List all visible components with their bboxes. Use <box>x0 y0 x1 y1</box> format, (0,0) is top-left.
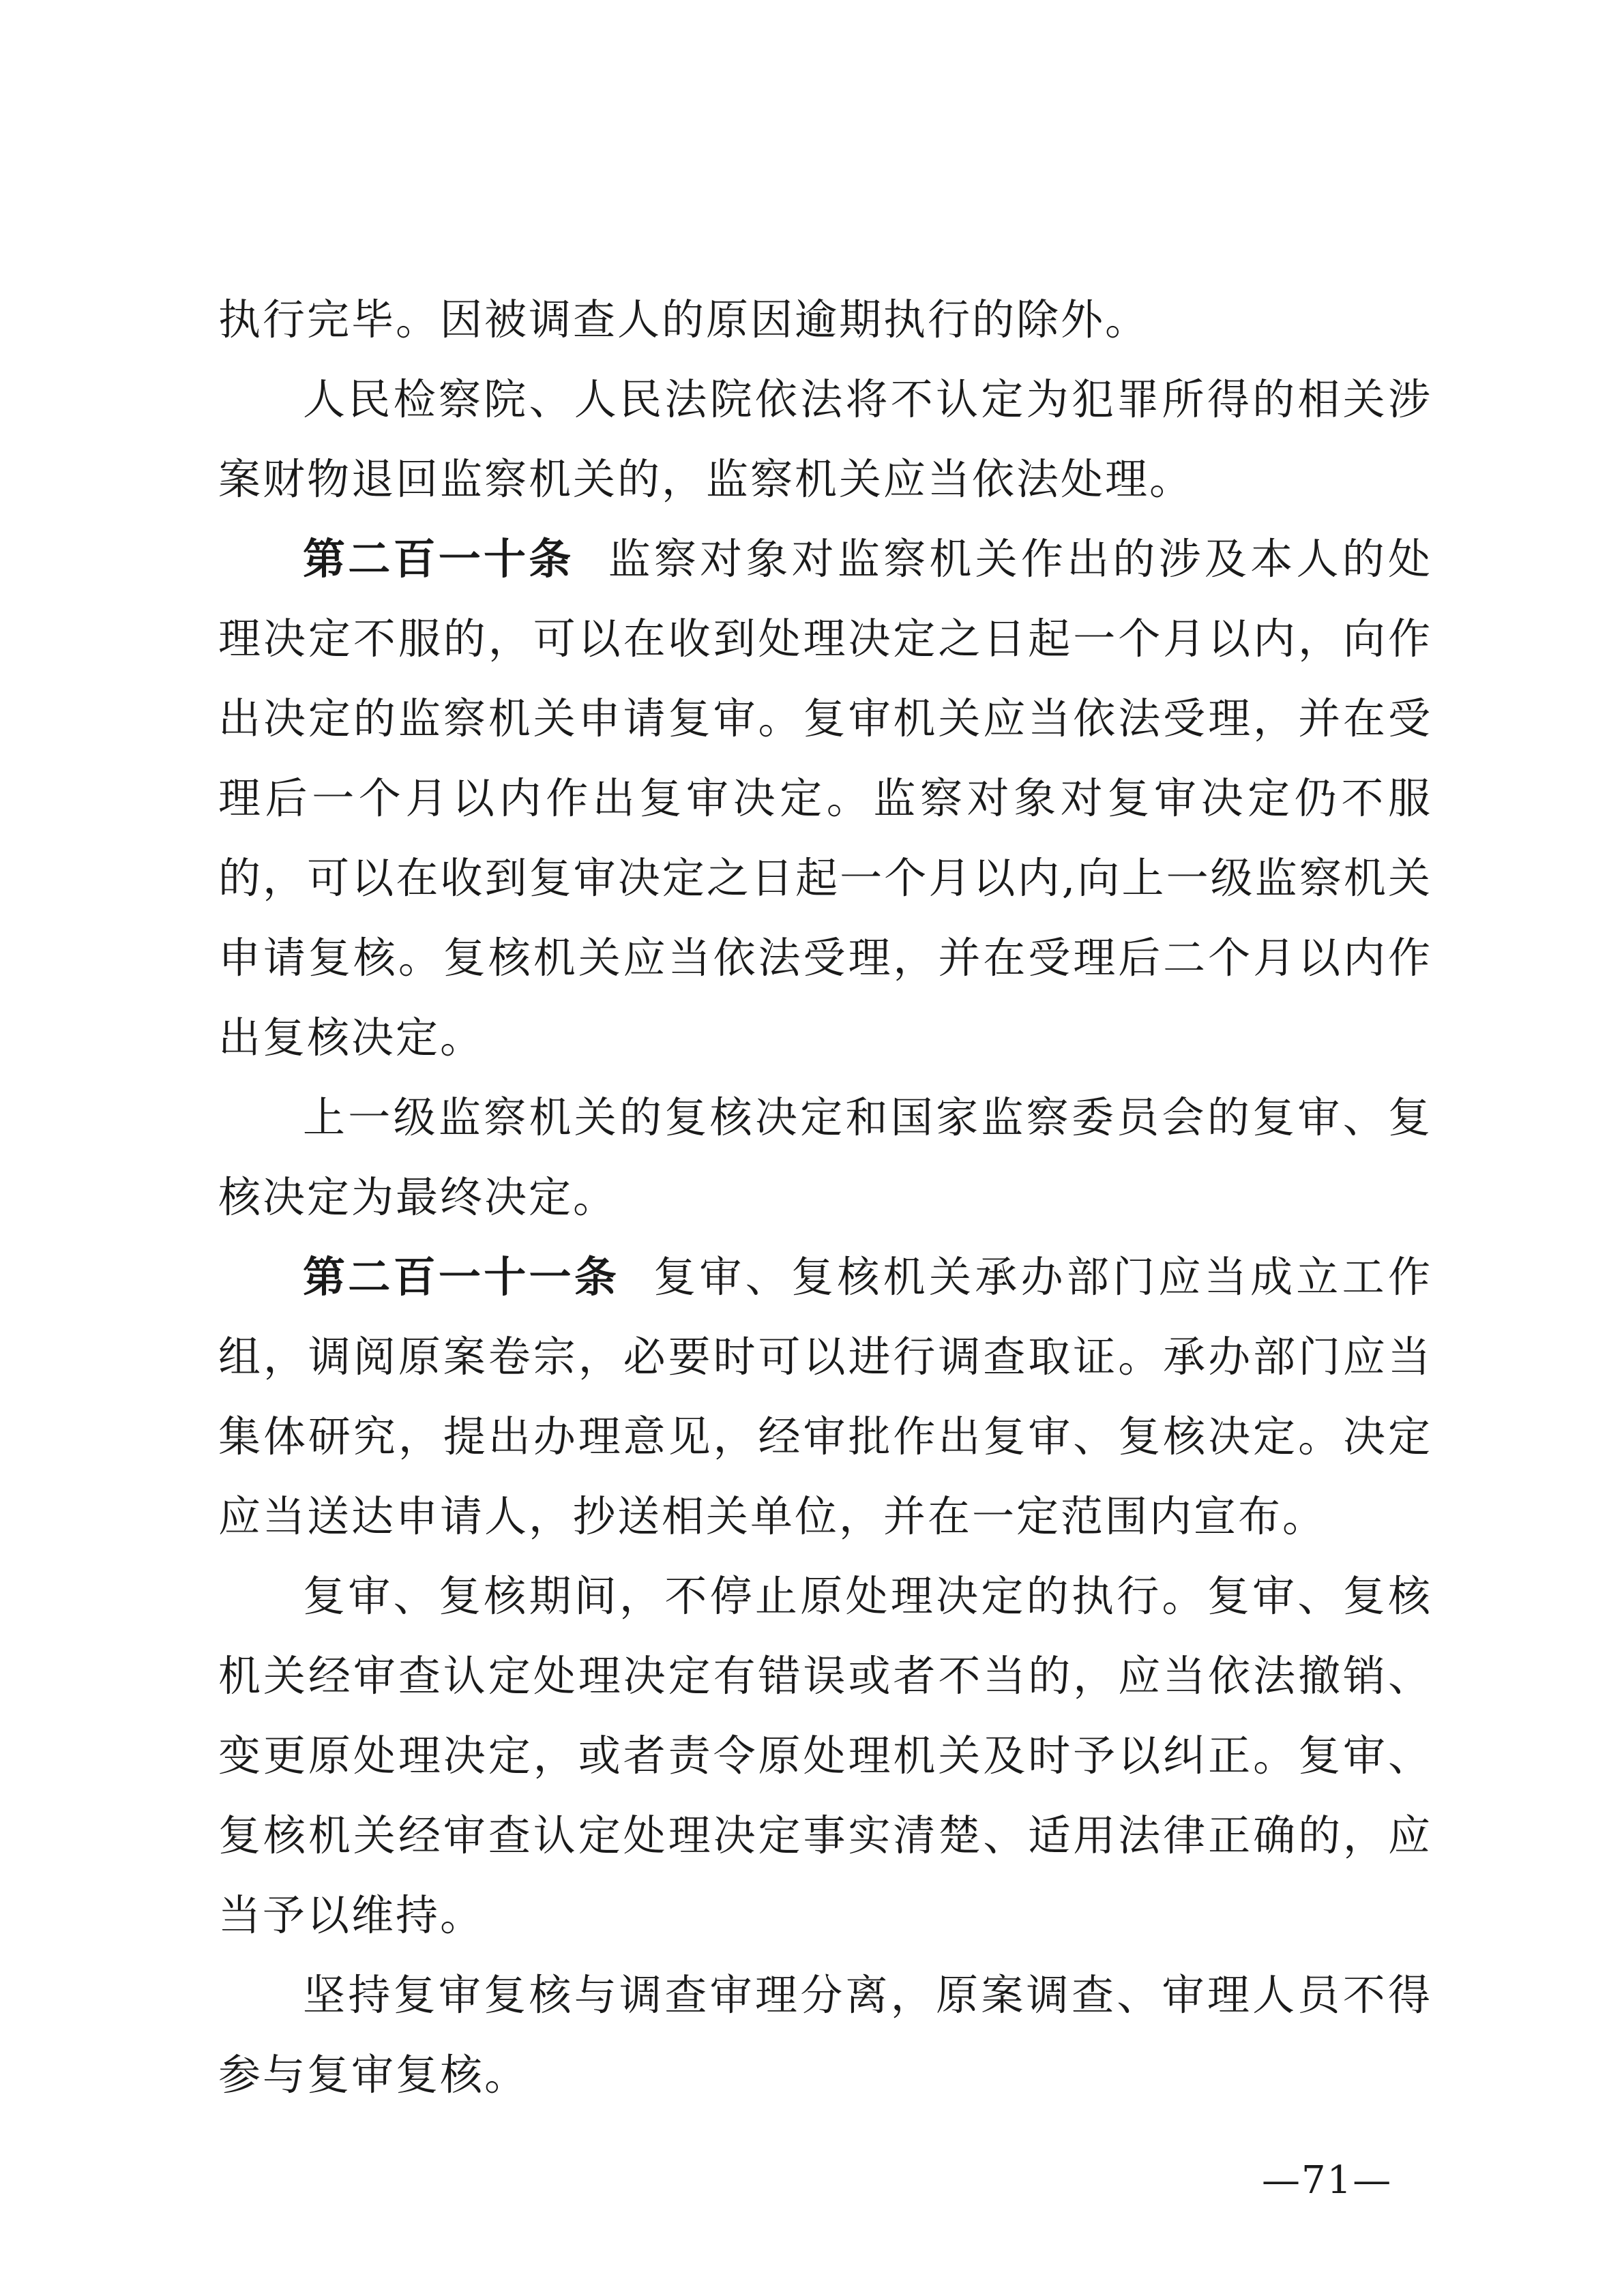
paragraph-7 <box>218 1955 1432 2115</box>
article-210 <box>218 519 1432 1077</box>
article-211 <box>218 1237 1432 1556</box>
document-body <box>218 280 1432 2115</box>
paragraph-4-text: 上一级监察机关的复核决定和国家监察委员会的复审、复核决定为最终决定。 <box>218 1092 1432 1222</box>
article-210-text: 监察对象对监察机关作出的涉及本人的处理决定不服的，可以在收到处理决定之日起一个月以内，向作出决定的监察机关申请复审。复审机关应当依法受理，并在受理后一个月以内作出复审决定。监察对象对复审决定仍不服的，可以在收到复审决定之日起一个月以内,向上一级监察机关申请复核。复核机关应当依法受理，并在受理后二个月以内作出复核决定。 <box>218 534 1432 1062</box>
page-number: —71— <box>1262 2158 1393 2203</box>
paragraph-1-text: 执行完毕。因被调查人的原因逾期执行的除外。 <box>218 295 1150 344</box>
paragraph-1 <box>218 280 1432 359</box>
paragraph-4 <box>218 1077 1432 1237</box>
article-211-heading: 第二百一十一条 <box>303 1252 620 1302</box>
paragraph-6-text: 复审、复核期间，不停止原处理决定的执行。复审、复核机关经审查认定处理决定有错误或者不当的，应当依法撤销、变更原处理决定，或者责令原处理机关及时予以纠正。复审、复核机关经审查认定处理决定事实清楚、适用法律正确的，应当予以维持。 <box>218 1571 1432 1940</box>
paragraph-2 <box>218 359 1432 519</box>
article-210-heading: 第二百一十条 <box>303 534 574 584</box>
article-211-text: 复审、复核机关承办部门应当成立工作组，调阅原案卷宗，必要时可以进行调查取证。承办部门应当集体研究，提出办理意见，经审批作出复审、复核决定。决定应当送达申请人，抄送相关单位，并在一定范围内宣布。 <box>218 1252 1432 1541</box>
paragraph-7-text: 坚持复审复核与调查审理分离，原案调查、审理人员不得参与复审复核。 <box>218 1970 1432 2100</box>
paragraph-6 <box>218 1556 1432 1955</box>
paragraph-2-text: 人民检察院、人民法院依法将不认定为犯罪所得的相关涉案财物退回监察机关的，监察机关应当依法处理。 <box>218 374 1432 504</box>
